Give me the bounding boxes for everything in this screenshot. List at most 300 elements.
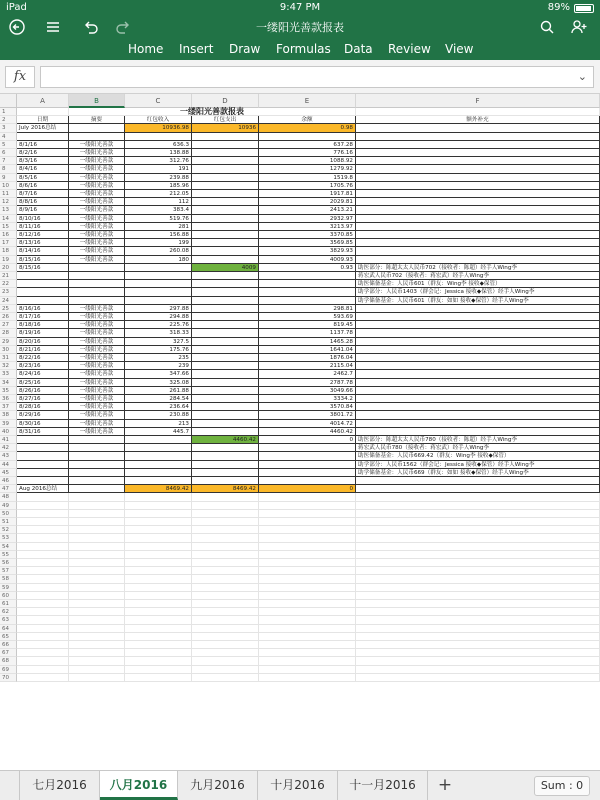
cell-balance[interactable]: 1641.04 <box>259 346 356 354</box>
cell-summary[interactable]: 一缕阳光善款 <box>69 395 125 403</box>
row-number[interactable]: 6 <box>0 149 17 157</box>
tab-draw[interactable]: Draw <box>229 42 261 56</box>
tab-view[interactable]: View <box>445 42 474 56</box>
cell-balance[interactable]: 0 <box>259 436 356 444</box>
cell[interactable] <box>192 600 259 608</box>
cell-expense[interactable] <box>192 133 259 141</box>
cell-date[interactable]: 8/8/16 <box>17 198 69 206</box>
cell-note[interactable] <box>356 247 600 255</box>
cell-expense[interactable] <box>192 411 259 419</box>
cell[interactable] <box>17 526 69 534</box>
cell-expense[interactable] <box>192 223 259 231</box>
cell-income[interactable]: 156.88 <box>125 231 192 239</box>
cell-balance[interactable]: 2932.97 <box>259 215 356 223</box>
cell-date[interactable]: 8/15/16 <box>17 264 69 272</box>
cell-income[interactable] <box>125 280 192 288</box>
cell-income[interactable]: 260.08 <box>125 247 192 255</box>
cell[interactable] <box>69 600 125 608</box>
cell[interactable] <box>69 543 125 551</box>
cell-note[interactable] <box>356 231 600 239</box>
cell[interactable] <box>69 674 125 682</box>
row-number[interactable]: 11 <box>0 190 17 198</box>
cell-income[interactable]: 383.4 <box>125 206 192 214</box>
cell[interactable] <box>125 657 192 665</box>
cell-note[interactable] <box>356 395 600 403</box>
cell-balance[interactable]: 3569.85 <box>259 239 356 247</box>
cell-date[interactable]: 8/26/16 <box>17 387 69 395</box>
cell[interactable] <box>192 674 259 682</box>
cell[interactable] <box>17 600 69 608</box>
cell[interactable] <box>17 567 69 575</box>
cell[interactable] <box>17 608 69 616</box>
cell-income[interactable]: 212.05 <box>125 190 192 198</box>
cell-note[interactable] <box>356 182 600 190</box>
cell[interactable] <box>69 657 125 665</box>
cell-balance[interactable]: 1137.78 <box>259 329 356 337</box>
cell[interactable] <box>192 502 259 510</box>
cell-summary[interactable]: 一缕阳光善款 <box>69 247 125 255</box>
cell[interactable] <box>356 584 600 592</box>
cell-summary[interactable]: 一缕阳光善款 <box>69 215 125 223</box>
row-number[interactable]: 20 <box>0 264 17 272</box>
row-number[interactable]: 19 <box>0 256 17 264</box>
cell[interactable] <box>192 526 259 534</box>
cell[interactable] <box>259 526 356 534</box>
cell-note[interactable] <box>356 239 600 247</box>
cell-balance[interactable]: 4009.93 <box>259 256 356 264</box>
row-number[interactable]: 61 <box>0 600 17 608</box>
cell-balance[interactable]: 1917.81 <box>259 190 356 198</box>
row-number[interactable]: 30 <box>0 346 17 354</box>
cell[interactable] <box>69 616 125 624</box>
cell[interactable] <box>259 608 356 616</box>
row-number[interactable]: 54 <box>0 543 17 551</box>
sheet-tab-november[interactable]: 十一月2016 <box>338 771 428 800</box>
cell-expense[interactable] <box>192 461 259 469</box>
cell-date[interactable]: 8/12/16 <box>17 231 69 239</box>
cell-balance[interactable] <box>259 444 356 452</box>
cell-date[interactable] <box>17 288 69 296</box>
cell[interactable] <box>69 649 125 657</box>
cell[interactable] <box>356 633 600 641</box>
cell[interactable] <box>192 551 259 559</box>
cell[interactable] <box>69 526 125 534</box>
cell-note[interactable] <box>356 420 600 428</box>
cell-summary[interactable]: 一缕阳光善款 <box>69 346 125 354</box>
cell-balance[interactable]: 余额 <box>259 116 356 124</box>
cell-expense[interactable] <box>192 452 259 460</box>
cell-note[interactable]: 助学部分：人民币1562（群会记：Jessica 接收◆保管）经手人Wing李 <box>356 461 600 469</box>
cell-note[interactable]: 助学储备基金：人民币601（群友：如如 接收◆保管）经手人Wing李 <box>356 297 600 305</box>
row-number[interactable]: 8 <box>0 165 17 173</box>
row-number[interactable]: 17 <box>0 239 17 247</box>
cell[interactable] <box>259 551 356 559</box>
cell[interactable] <box>69 493 125 501</box>
cell-expense[interactable] <box>192 346 259 354</box>
cell[interactable] <box>69 592 125 600</box>
cell-expense[interactable] <box>192 182 259 190</box>
cell-income[interactable]: 191 <box>125 165 192 173</box>
cell-date[interactable]: 8/17/16 <box>17 313 69 321</box>
cell-income[interactable]: 318.33 <box>125 329 192 337</box>
cell-income[interactable]: 239.88 <box>125 174 192 182</box>
cell-note[interactable] <box>356 387 600 395</box>
sum-indicator[interactable]: Sum : 0 <box>534 776 590 796</box>
cell-expense[interactable] <box>192 231 259 239</box>
cell[interactable] <box>125 649 192 657</box>
cell-summary[interactable] <box>69 297 125 305</box>
cell-expense[interactable] <box>192 321 259 329</box>
cell-note[interactable] <box>356 206 600 214</box>
cell-balance[interactable]: 3801.72 <box>259 411 356 419</box>
cell[interactable] <box>192 649 259 657</box>
cell[interactable] <box>356 526 600 534</box>
cell-note[interactable] <box>356 321 600 329</box>
cell[interactable] <box>356 502 600 510</box>
cell[interactable] <box>17 616 69 624</box>
cell-note[interactable] <box>356 124 600 132</box>
cell-income[interactable]: 347.66 <box>125 370 192 378</box>
column-header-a[interactable]: A <box>17 94 69 108</box>
cell-balance[interactable] <box>259 272 356 280</box>
sheet-tab-september[interactable]: 九月2016 <box>178 771 258 800</box>
cell-balance[interactable] <box>259 469 356 477</box>
cell-note[interactable] <box>356 428 600 436</box>
cell-income[interactable]: 235 <box>125 354 192 362</box>
cell-balance[interactable]: 4460.42 <box>259 428 356 436</box>
cell-balance[interactable]: 593.69 <box>259 313 356 321</box>
cell[interactable] <box>125 502 192 510</box>
cell-income[interactable]: 225.76 <box>125 321 192 329</box>
chevron-down-icon[interactable]: ⌄ <box>577 70 587 83</box>
cell-date[interactable]: 8/6/16 <box>17 182 69 190</box>
cell[interactable] <box>125 551 192 559</box>
sheet-tab-july[interactable]: 七月2016 <box>20 771 100 800</box>
cell[interactable] <box>259 543 356 551</box>
cell[interactable] <box>69 584 125 592</box>
row-number[interactable]: 37 <box>0 403 17 411</box>
cell-expense[interactable] <box>192 297 259 305</box>
row-number[interactable]: 50 <box>0 510 17 518</box>
cell-income[interactable] <box>125 288 192 296</box>
cell-note[interactable] <box>356 313 600 321</box>
cell-note[interactable] <box>356 379 600 387</box>
cell-date[interactable]: 8/24/16 <box>17 370 69 378</box>
cell-date[interactable] <box>17 133 69 141</box>
cell-date[interactable]: 8/22/16 <box>17 354 69 362</box>
cell-expense[interactable] <box>192 239 259 247</box>
cell-note[interactable] <box>356 362 600 370</box>
cell-summary[interactable]: 一缕阳光善款 <box>69 141 125 149</box>
cell-summary[interactable] <box>69 485 125 493</box>
cell-summary[interactable] <box>69 264 125 272</box>
cell-expense[interactable] <box>192 280 259 288</box>
cell-expense[interactable]: 8469.42 <box>192 485 259 493</box>
row-number[interactable]: 47 <box>0 485 17 493</box>
select-all-corner[interactable] <box>0 94 17 108</box>
cell[interactable] <box>17 510 69 518</box>
cell-note[interactable] <box>356 149 600 157</box>
row-number[interactable]: 24 <box>0 297 17 305</box>
cell-expense[interactable] <box>192 141 259 149</box>
cell-expense[interactable] <box>192 469 259 477</box>
cell-date[interactable]: 8/11/16 <box>17 223 69 231</box>
cell[interactable] <box>69 510 125 518</box>
row-number[interactable]: 21 <box>0 272 17 280</box>
cell[interactable] <box>17 518 69 526</box>
cell-income[interactable]: 236.64 <box>125 403 192 411</box>
row-number[interactable]: 13 <box>0 206 17 214</box>
sheet-tab-october[interactable]: 十月2016 <box>258 771 338 800</box>
row-number[interactable]: 65 <box>0 633 17 641</box>
tab-review[interactable]: Review <box>388 42 431 56</box>
cell-expense[interactable] <box>192 288 259 296</box>
column-header-f[interactable]: F <box>356 94 600 108</box>
cell[interactable] <box>192 559 259 567</box>
cell-summary[interactable]: 一缕阳光善款 <box>69 411 125 419</box>
row-number[interactable]: 70 <box>0 674 17 682</box>
cell-note[interactable] <box>356 370 600 378</box>
cell[interactable] <box>356 534 600 542</box>
cell[interactable] <box>69 559 125 567</box>
cell-balance[interactable]: 3049.66 <box>259 387 356 395</box>
row-number[interactable]: 28 <box>0 329 17 337</box>
cell[interactable] <box>69 534 125 542</box>
cell-note[interactable] <box>356 133 600 141</box>
row-number[interactable]: 68 <box>0 657 17 665</box>
cell[interactable] <box>17 674 69 682</box>
cell-expense[interactable] <box>192 444 259 452</box>
cell-date[interactable]: 8/30/16 <box>17 420 69 428</box>
cell-balance[interactable] <box>259 288 356 296</box>
row-number[interactable]: 60 <box>0 592 17 600</box>
row-number[interactable]: 67 <box>0 649 17 657</box>
tab-insert[interactable]: Insert <box>179 42 214 56</box>
cell-balance[interactable]: 1465.28 <box>259 338 356 346</box>
cell[interactable] <box>192 616 259 624</box>
cell-expense[interactable] <box>192 256 259 264</box>
cell[interactable] <box>17 575 69 583</box>
cell[interactable] <box>69 567 125 575</box>
cell[interactable] <box>125 493 192 501</box>
cell[interactable] <box>192 567 259 575</box>
cell-income[interactable] <box>125 133 192 141</box>
cell[interactable] <box>192 625 259 633</box>
cell-note[interactable]: 助医部分：陈超太太人民币780（接收者：陈超）经手人Wing李 <box>356 436 600 444</box>
cell[interactable] <box>356 543 600 551</box>
cell[interactable] <box>192 534 259 542</box>
cell-note[interactable] <box>356 485 600 493</box>
cell[interactable] <box>125 592 192 600</box>
cell-date[interactable]: 8/28/16 <box>17 403 69 411</box>
cell[interactable] <box>192 641 259 649</box>
cell-income[interactable]: 261.88 <box>125 387 192 395</box>
cell[interactable] <box>17 584 69 592</box>
cell-balance[interactable] <box>259 461 356 469</box>
cell-summary[interactable]: 一缕阳光善款 <box>69 362 125 370</box>
cell[interactable] <box>356 649 600 657</box>
cell[interactable] <box>69 633 125 641</box>
cell[interactable] <box>69 666 125 674</box>
cell-expense[interactable] <box>192 165 259 173</box>
cell[interactable] <box>192 493 259 501</box>
column-header-c[interactable]: C <box>125 94 192 108</box>
cell[interactable] <box>17 108 69 116</box>
cell-date[interactable] <box>17 436 69 444</box>
cell-income[interactable]: 8469.42 <box>125 485 192 493</box>
cell[interactable] <box>356 510 600 518</box>
cell-note[interactable] <box>356 329 600 337</box>
cell[interactable] <box>356 108 600 116</box>
cell[interactable] <box>125 559 192 567</box>
cell-balance[interactable]: 3570.84 <box>259 403 356 411</box>
cell-date[interactable]: 8/23/16 <box>17 362 69 370</box>
cell-date[interactable]: Aug 2016总结 <box>17 485 69 493</box>
cell-expense[interactable] <box>192 387 259 395</box>
search-icon[interactable] <box>536 17 558 37</box>
cell-expense[interactable] <box>192 190 259 198</box>
cell-income[interactable]: 红包收入 <box>125 116 192 124</box>
cell[interactable] <box>192 633 259 641</box>
cell[interactable] <box>356 493 600 501</box>
cell-income[interactable]: 138.88 <box>125 149 192 157</box>
cell-expense[interactable] <box>192 403 259 411</box>
cell-balance[interactable] <box>259 280 356 288</box>
cell-summary[interactable]: 一缕阳光善款 <box>69 256 125 264</box>
row-number[interactable]: 49 <box>0 502 17 510</box>
cell-expense[interactable] <box>192 338 259 346</box>
cell[interactable] <box>259 616 356 624</box>
cell-income[interactable]: 213 <box>125 420 192 428</box>
cell-summary[interactable]: 一缕阳光善款 <box>69 313 125 321</box>
cell-income[interactable]: 519.76 <box>125 215 192 223</box>
cell-balance[interactable]: 2413.21 <box>259 206 356 214</box>
cell-summary[interactable] <box>69 477 125 485</box>
cell-summary[interactable]: 一缕阳光善款 <box>69 157 125 165</box>
cell-note[interactable]: 助医储备基金：人民币601（群友：Wing李 接收◆保管） <box>356 280 600 288</box>
cell-note[interactable] <box>356 338 600 346</box>
cell-expense[interactable] <box>192 329 259 337</box>
cell-note[interactable] <box>356 346 600 354</box>
cell-expense[interactable] <box>192 272 259 280</box>
cell-income[interactable] <box>125 452 192 460</box>
cell-income[interactable]: 281 <box>125 223 192 231</box>
add-sheet-button[interactable]: + <box>437 775 453 795</box>
cell-date[interactable] <box>17 461 69 469</box>
cell-note[interactable]: 助医储备基金：人民币669.42（群友：Wing李 接收◆保管） <box>356 452 600 460</box>
cell[interactable] <box>356 616 600 624</box>
cell[interactable] <box>356 625 600 633</box>
cell[interactable] <box>17 551 69 559</box>
cell-balance[interactable]: 776.16 <box>259 149 356 157</box>
cell-balance[interactable]: 2787.78 <box>259 379 356 387</box>
cell[interactable] <box>69 608 125 616</box>
row-number[interactable]: 44 <box>0 461 17 469</box>
cell-balance[interactable]: 3334.2 <box>259 395 356 403</box>
cell-note[interactable] <box>356 223 600 231</box>
cell[interactable] <box>69 551 125 559</box>
tab-data[interactable]: Data <box>344 42 373 56</box>
cell[interactable] <box>125 674 192 682</box>
cell-balance[interactable] <box>259 133 356 141</box>
cell-income[interactable]: 294.88 <box>125 313 192 321</box>
row-number[interactable]: 15 <box>0 223 17 231</box>
row-number[interactable]: 7 <box>0 157 17 165</box>
cell-summary[interactable] <box>69 280 125 288</box>
cell[interactable] <box>356 666 600 674</box>
cell[interactable] <box>259 493 356 501</box>
cell-income[interactable]: 180 <box>125 256 192 264</box>
cell[interactable] <box>17 657 69 665</box>
cell-income[interactable] <box>125 477 192 485</box>
cell[interactable] <box>17 502 69 510</box>
cell[interactable] <box>125 666 192 674</box>
cell-balance[interactable]: 1279.92 <box>259 165 356 173</box>
cell-date[interactable]: 8/31/16 <box>17 428 69 436</box>
cell[interactable] <box>125 641 192 649</box>
cell[interactable] <box>192 666 259 674</box>
row-number[interactable]: 56 <box>0 559 17 567</box>
row-number[interactable]: 59 <box>0 584 17 592</box>
row-number[interactable]: 42 <box>0 444 17 452</box>
cell-note[interactable] <box>356 198 600 206</box>
cell-balance[interactable]: 1519.8 <box>259 174 356 182</box>
row-number[interactable]: 18 <box>0 247 17 255</box>
cell-expense[interactable] <box>192 428 259 436</box>
cell[interactable] <box>125 625 192 633</box>
cell-note[interactable] <box>356 165 600 173</box>
cell-note[interactable] <box>356 354 600 362</box>
cell-summary[interactable]: 一缕阳光善款 <box>69 149 125 157</box>
row-number[interactable]: 39 <box>0 420 17 428</box>
cell-date[interactable]: 8/21/16 <box>17 346 69 354</box>
cell-income[interactable]: 239 <box>125 362 192 370</box>
cell[interactable] <box>125 534 192 542</box>
cell-date[interactable]: 8/5/16 <box>17 174 69 182</box>
cell-summary[interactable]: 一缕阳光善款 <box>69 420 125 428</box>
cell[interactable] <box>356 592 600 600</box>
cell-summary[interactable]: 一缕阳光善款 <box>69 174 125 182</box>
cell-date[interactable] <box>17 297 69 305</box>
cell[interactable] <box>192 510 259 518</box>
cell-date[interactable]: 8/3/16 <box>17 157 69 165</box>
cell-expense[interactable] <box>192 198 259 206</box>
row-number[interactable]: 46 <box>0 477 17 485</box>
cell[interactable] <box>192 657 259 665</box>
row-number[interactable]: 64 <box>0 625 17 633</box>
cell-note[interactable]: 额外补充 <box>356 116 600 124</box>
cell-income[interactable]: 112 <box>125 198 192 206</box>
cell-income[interactable]: 199 <box>125 239 192 247</box>
cell-balance[interactable]: 2462.7 <box>259 370 356 378</box>
cell[interactable] <box>125 616 192 624</box>
cell-summary[interactable]: 一缕阳光善款 <box>69 239 125 247</box>
cell-expense[interactable] <box>192 215 259 223</box>
cell[interactable] <box>125 575 192 583</box>
cell[interactable] <box>259 502 356 510</box>
cell[interactable] <box>69 518 125 526</box>
cell-income[interactable]: 10936.98 <box>125 124 192 132</box>
cell-note[interactable] <box>356 305 600 313</box>
row-number[interactable]: 51 <box>0 518 17 526</box>
cell-summary[interactable]: 一缕阳光善款 <box>69 223 125 231</box>
cell[interactable] <box>192 543 259 551</box>
cell-note[interactable]: 蒋宏武人民币702（接收者：蒋宏武）经手人Wing李 <box>356 272 600 280</box>
tab-formulas[interactable]: Formulas <box>276 42 331 56</box>
cell[interactable] <box>356 575 600 583</box>
row-number[interactable]: 40 <box>0 428 17 436</box>
cell-expense[interactable] <box>192 477 259 485</box>
